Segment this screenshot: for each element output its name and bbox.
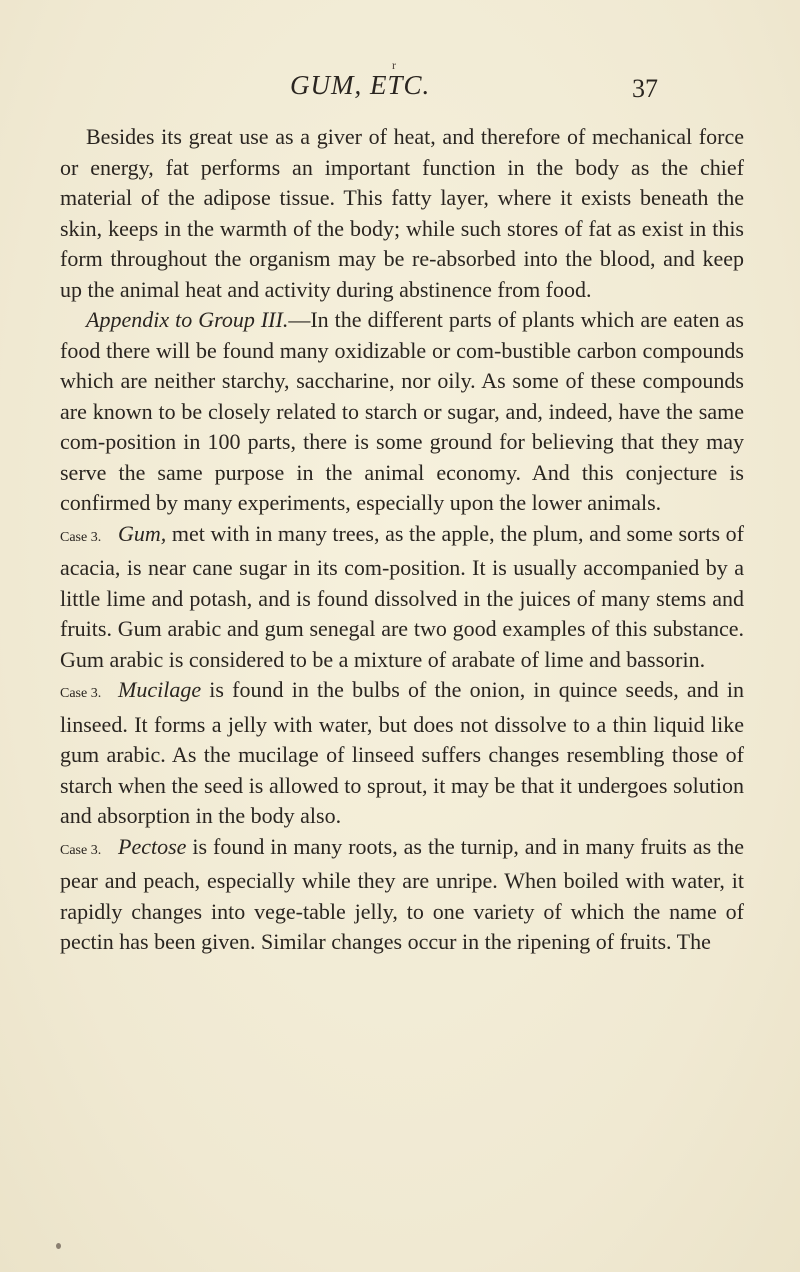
printer-mark: r (392, 58, 396, 72)
case-note: Case 3. (60, 842, 102, 858)
page-header (0, 66, 800, 106)
term-gum: Gum, (118, 520, 167, 546)
paragraph-mucilage (60, 675, 744, 832)
term-mucilage: Mucilage (118, 677, 202, 702)
gum-body: met with in many trees, as the apple, the plum, and some sorts of acacia, is near cane sugar in its com-position. It is usually accompanied by a little lime and potash, and is found dissolved in the juices of many stems and fruits. Gum arabic and gum senegal are two good examples of this substance. Gum arabic is considered to be a mixture of arabate of lime and bassorin. (60, 520, 744, 672)
mucilage-body: is found in the bulbs of the onion, in quince seeds, and in linseed. It forms a jelly with water, but does not dissolve to a thin liquid like gum arabic. As the mucilage of linseed suffers changes resembling those of starch when the seed is allowed to sprout, it may be that it undergoes solution and absorption in the body also. (60, 677, 744, 828)
appendix-heading: Appendix to Group III. (86, 307, 289, 332)
running-head: GUM, ETC. (290, 70, 431, 100)
paragraph-pectose (60, 832, 744, 958)
paper-spot (56, 1243, 61, 1249)
pectose-body: is found in many roots, as the turnip, and in many fruits as the pear and peach, especially while they are unripe. When boiled with water, it rapidly changes into vege-table jelly, to one variety of which the name of pectin has been given. Similar changes occur in the ripening of fruits. The (60, 833, 744, 954)
paragraph-appendix (60, 305, 744, 519)
page-number: 37 (632, 74, 658, 103)
paragraph-gum (60, 519, 744, 676)
term-pectose: Pectose (118, 833, 187, 859)
body-text (60, 122, 744, 958)
case-note: Case 3. (60, 686, 102, 701)
case-note: Case 3. (60, 529, 102, 545)
paragraph-fat-function: Besides its great use as a giver of heat, and therefore of mechanical force or energy, fat performs an important function in the body as the chief material of the adipose tissue. This fatty layer, where it exists beneath the skin, keeps in the warmth of the body; while such stores of fat as exist in this form throughout the organism may be re-absorbed into the blood, and keep up the animal heat and activity during abstinence from food. (60, 124, 744, 302)
appendix-body: —In the different parts of plants which are eaten as food there will be found many oxidizable or com-bustible carbon compounds which are neither starchy, saccharine, nor oily. As some of these compounds are known to be closely related to starch or sugar, and, indeed, have the same com-position in 100 parts, there is some ground for believing that they may serve the same purpose in the animal economy. And this conjecture is confirmed by many experiments, especially upon the lower animals. (60, 307, 744, 515)
